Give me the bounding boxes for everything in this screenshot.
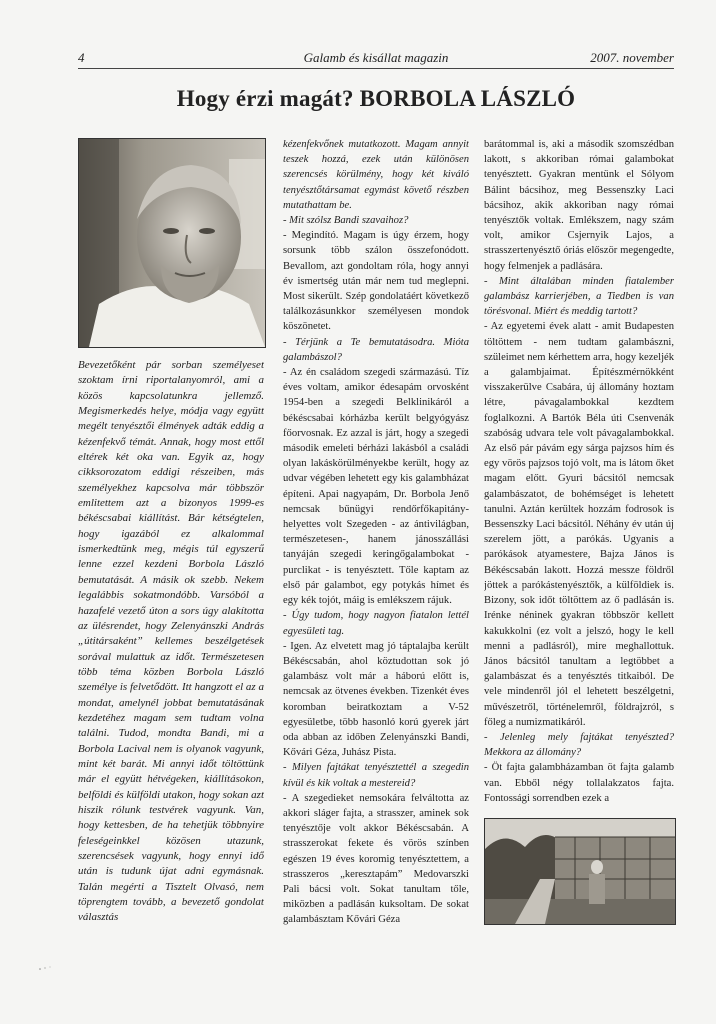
page-number: 4 bbox=[78, 50, 85, 65]
issue-date: 2007. november bbox=[590, 50, 674, 65]
col2-question: - Úgy tudom, hogy nagyon fiatalon lettél egyesületi tag. bbox=[283, 610, 469, 637]
magazine-name: Galamb és kisállat magazin bbox=[303, 50, 449, 65]
article-column-3 bbox=[484, 137, 674, 813]
col3-paragraph: - Az egyetemi évek alatt - amit Budapesten töltöttem - nem tudtam galambászni, szüleimet nem kérhettem arra, hogy kezeljék a galambjaimat. Építészmérnökként visszakerülve Csabára, új állomány hoztam létre, pávagalambokkal kezdtem foglalkozni. A Bartók Béla úti Csenvenák szabóság udvara tele volt pávagalambokkal. Az első pár pávám egy sárga pajzsos hím és egy vörös pajzsos tojó volt, ma is látom őket magam előtt. Gyuri bácsitól nemcsak galambászatot, de bohémséget is lehetett tanulni. Aztán kerültek hozzám fodrosok is Bessenszky Laci bácsitól. Néhány év után új szerelem jött, a parókás. Ugyanis a parókások atyamestere, Bajza János is Békéscsabán lakott. Hozzá messze földről jöttek a parókástenyésztők, a külföldiek is. Bizony, sok időt töltöttem az ő padlásán is. Irénke néninek gyakran többször kellett kakukkolni (ez volt a jelszó, hogy le kell menni a padlásról), mire meghallottuk. János bácsitól tanultam a legtöbbet a galambászat és a tenyésztés titkaiból. De vele mindenről jól el lehetett beszélgetni, művészetről, történelemről, földrajzról, s főleg a numizmatikáról. bbox=[484, 321, 674, 728]
col2-paragraph: - A szegedieket nemsokára felváltotta az akkori sláger fajta, a strasszer, aminek sok tenyésztője volt akkor Békéscsabán. A strasszerokat fekete és vörös színben egészen 19 éves koromig tenyésztettem, a strasszeros „keresztapám” Medovarszki Pali bácsi volt. Sokat tanultam tőle, miközben a padlásán kuksoltam. De sokat galambásztam Kővári Géza bbox=[283, 792, 469, 926]
col3-question: - Mint általában minden fiatalember galambász karrierjében, a Tiedben is van törésvonal. Miért és meddig tartott? bbox=[484, 275, 674, 318]
loft-photo bbox=[484, 818, 676, 925]
col2-paragraph: - Az én családom szegedi származású. Tíz éves voltam, amikor édesapám orvosként 1954-ben a szegedi Belklinikáról a békéscsabai kórházba került belgyógyász főorvosnak. Ez azzal is járt, hogy a szegedi második emeleti bérházi lakásból a családi olyan lakáskörülményekbe került, hogy az udvar végében lehetett egy kis galambházat építeni. Apai nagyapám, Dr. Borbola Jenő nemcsak bűnügyi rendőrfőkapitány-helyettes volt Szegeden - az ántivilágban, természetesen-, hanem jánosszállási tanyáján szegedi keringőgalambokat - purclikat - is tenyésztett. Tőle kaptam az első pár galambot, egy potykás hímet és egy kék tojót, máig is emlékszem rájuk. bbox=[283, 367, 469, 607]
col2-paragraph: kézenfekvőnek mutatkozott. Magam annyit teszek hozzá, ezek után különösen szerencsés körülmény, hogy két kiváló tenyésztőtársamat egymást követő részben mutathattam be. bbox=[283, 139, 469, 211]
portrait-photo bbox=[78, 138, 266, 348]
col2-paragraph: - Megindító. Magam is úgy érzem, hogy sorsunk több szálon összefonódott. Bevallom, azt gondoltam róla, hogy annyi év ismertség után már nem tud meglepni. Most sikerült. Szép gondolatáért következő találkozásunkkor személyesen mondok köszönetet. bbox=[283, 230, 469, 333]
col2-question: - Milyen fajtákat tenyésztettél a szegedin kívül és kik voltak a mestereid? bbox=[283, 762, 469, 789]
page-smudge bbox=[38, 965, 56, 971]
article-column-2 bbox=[283, 137, 469, 932]
col3-question: - Jelenleg mely fajtákat tenyészted? Mekkora az állomány? bbox=[484, 731, 674, 759]
article-title: Hogy érzi magát? BORBOLA LÁSZLÓ bbox=[176, 86, 576, 111]
col3-paragraph: barátommal is, aki a második szomszédban lakott, s akkoriban római galambokat tenyésztett. Gyakran mentünk el Sólyom Bálint bácsihoz, meg Bessenszky Laci bácsihoz, akik akkoriban nagy római tenyésztők voltak. Emlékszem, nagy szám volt, amikor Csjernyik Lajos, a strasszertenyésztő óriás először megengedte, hogy felmenjek a padlására. bbox=[484, 139, 674, 272]
col2-paragraph: - Igen. Az elvetett mag jó táptalajba került Békéscsabán, ahol köztudottan sok jó galambász volt már a háború előtt is, nemcsak az ötvenes években. Tizenkét éves koromban beiratkoztam a V-52 egyesületbe, több hasonló korú gyerek járt oda abban az időben Zelenyánszki Bandi, Kővári Géza, Juhász Pista. bbox=[283, 640, 469, 759]
page-header bbox=[78, 50, 674, 69]
intro-column bbox=[78, 358, 264, 966]
col2-question: - Térjünk a Te bemutatásodra. Mióta galambászol? bbox=[283, 336, 469, 363]
intro-paragraph: Bevezetőként pár sorban személyeset szoktam írni riportalanyomról, ami a közös kapcsolatunkra jellemző. Megismerkedés helye, módja vagy együtt megélt tenyésztői élmények adták eddig a kézenfekvő témát. Annak, hogy most ettől eltérek két oka van. Egyik az, hogy cikksorozatom eddigi részeiben, más személyekhez kapcsolva már többször emlitettem azt a bizonyos 1999-es békéscsabai kiállítást. Bár kétségtelen, hogy igazából ez alkalommal ismerkedtünk meg, mégis túl egyszerű lenne ezzel kezdeni Borbola László bemutatását. A másik ok szebb. Nekem legalábbis sokatmondóbb. Varsóból a hazafelé vezető úton a sors úgy alakította az ülésrendet, hogy Zelenyánszki András „útitársaként” kellemes beszélgetések sorával mulattuk az időt. Természetesen több téma közben Borbola László személye is felvetődött. Itt hangzott el az a mondat, amelynél jobbat bemutatásának kezdetéhez magam sem tudtam volna találni. Tudod, mondta Bandi, mi a Borbola Lacival nem is olyanok vagyunk, mint két barát. Mi annyi időt töltöttünk már el együtt hétvégeken, kiállításokon, belföldi és külföldi utakon, hogy sokan azt hiszik rólunk testvérek vagyunk. Van, hogy kettesben, de ha tehetjük többnyire feleségeinkkel közösen utazunk, szerencsések vagyunk, hogy ennyi idő után is tudunk újat adni egymásnak. Talán megérti a Tisztelt Olvasó, nem töprengtem tovább, a bevezető gondolat választás bbox=[78, 359, 264, 924]
col2-question: - Mit szólsz Bandi szavaihoz? bbox=[283, 215, 409, 227]
col3-paragraph: - Öt fajta galambházamban öt fajta galamb van. Ebből négy tollalakzatos fajta. Fontossági sorrendben ezek a bbox=[484, 762, 674, 804]
